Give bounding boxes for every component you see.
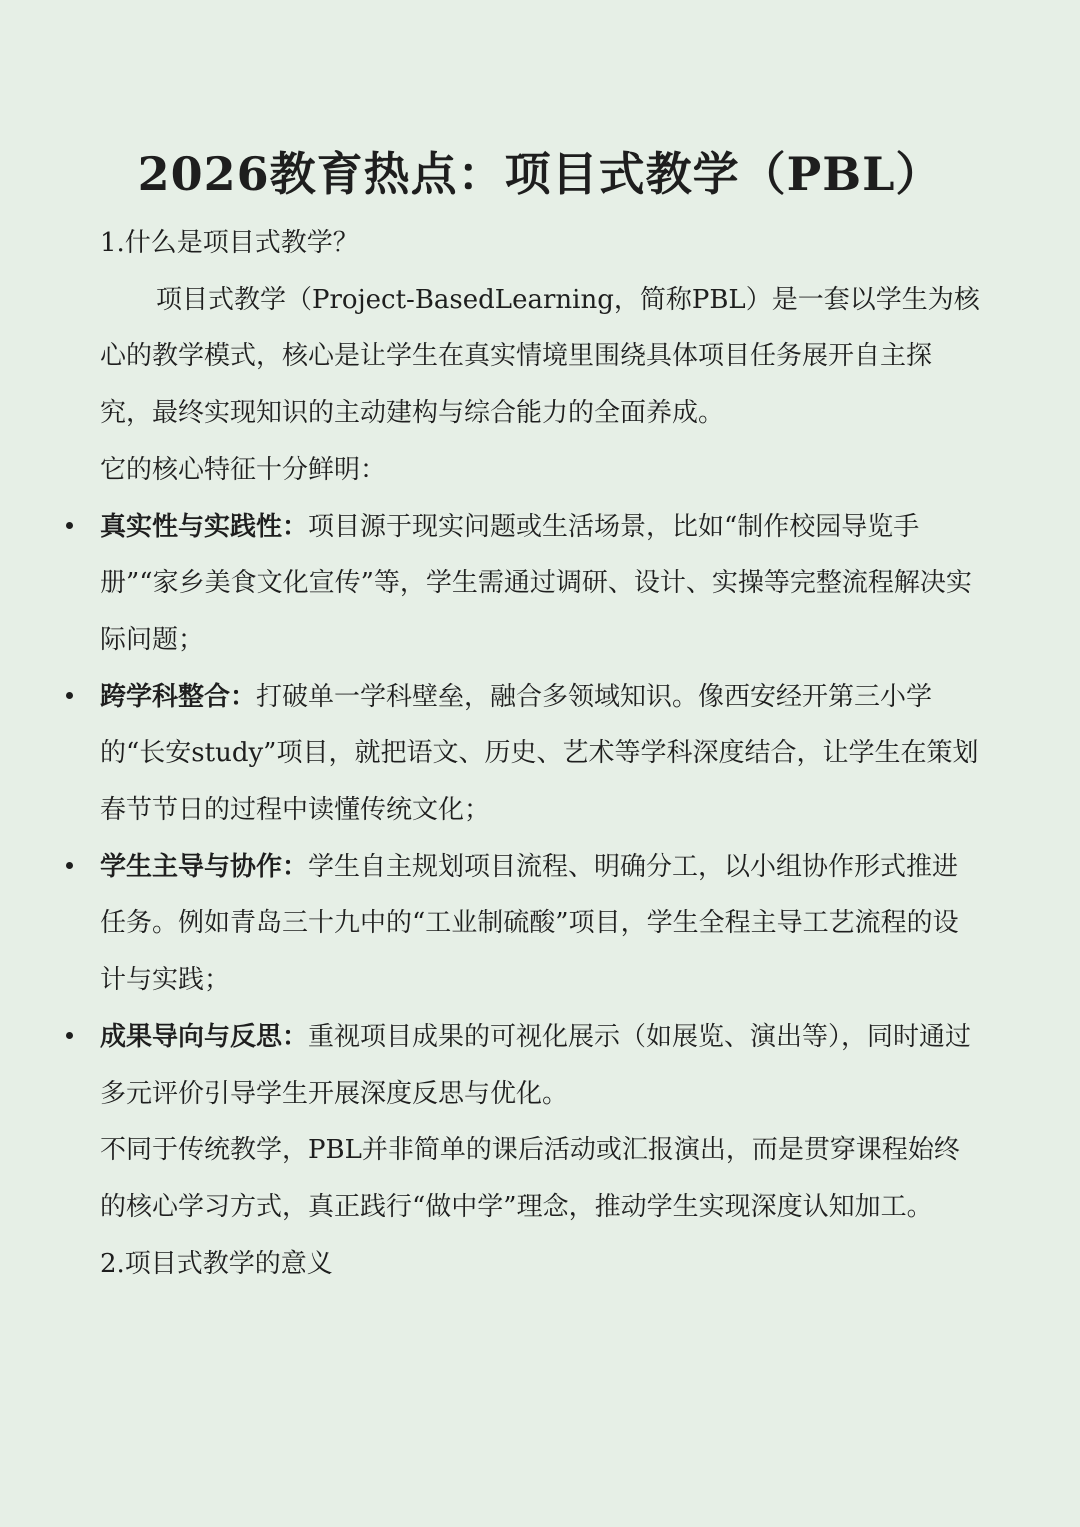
list-item xyxy=(100,1009,982,1122)
document-body xyxy=(100,215,982,1292)
feature-term: 学生主导与协作： xyxy=(100,851,309,882)
bullet-icon xyxy=(66,522,73,529)
feature-text: 项目源于现实问题或生活场景，比如“制作校园导览手册”“家乡美食文化宣传”等，学生需通过调研、设计、实操等完整流程解决实际问题； xyxy=(100,511,972,655)
feature-term: 成果导向与反思： xyxy=(100,1021,309,1052)
feature-text: 打破单一学科壁垒，融合多领域知识。像西安经开第三小学的“长安study”项目，就把语文、历史、艺术等学科深度结合，让学生在策划春节节日的过程中读懂传统文化； xyxy=(100,681,979,826)
bullet-icon xyxy=(66,692,73,699)
bullet-icon xyxy=(66,1032,73,1039)
features-lead: 它的核心特征十分鲜明： xyxy=(100,454,387,485)
feature-term: 真实性与实践性： xyxy=(100,511,309,542)
feature-text: 学生自主规划项目流程、明确分工，以小组协作形式推进任务。例如青岛三十九中的“工业制硫酸”项目，学生全程主导工艺流程的设计与实践； xyxy=(100,851,959,996)
list-item xyxy=(100,839,982,1009)
section-heading-2: 2.项目式教学的意义 xyxy=(100,1248,333,1279)
bullet-icon xyxy=(66,862,73,869)
intro-paragraph: 项目式教学（Project-BasedLearning，简称PBL）是一套以学生为核心的教学模式，核心是让学生在真实情境里围绕具体项目任务展开自主探究，最终实现知识的主动建构与综合能力的全面养成。 xyxy=(100,284,980,429)
summary-paragraph: 不同于传统教学，PBL并非简单的课后活动或汇报演出，而是贯穿课程始终的核心学习方式，真正践行“做中学”理念，推动学生实现深度认知加工。 xyxy=(100,1135,960,1222)
feature-text: 重视项目成果的可视化展示（如展览、演出等），同时通过多元评价引导学生开展深度反思与优化。 xyxy=(100,1021,972,1109)
list-item xyxy=(100,669,982,839)
page-title: 2026教育热点：项目式教学（PBL） xyxy=(137,147,943,201)
list-item xyxy=(100,499,982,669)
section-heading-1: 1.什么是项目式教学？ xyxy=(100,228,359,258)
feature-term: 跨学科整合： xyxy=(100,681,257,712)
feature-list xyxy=(100,499,982,1123)
